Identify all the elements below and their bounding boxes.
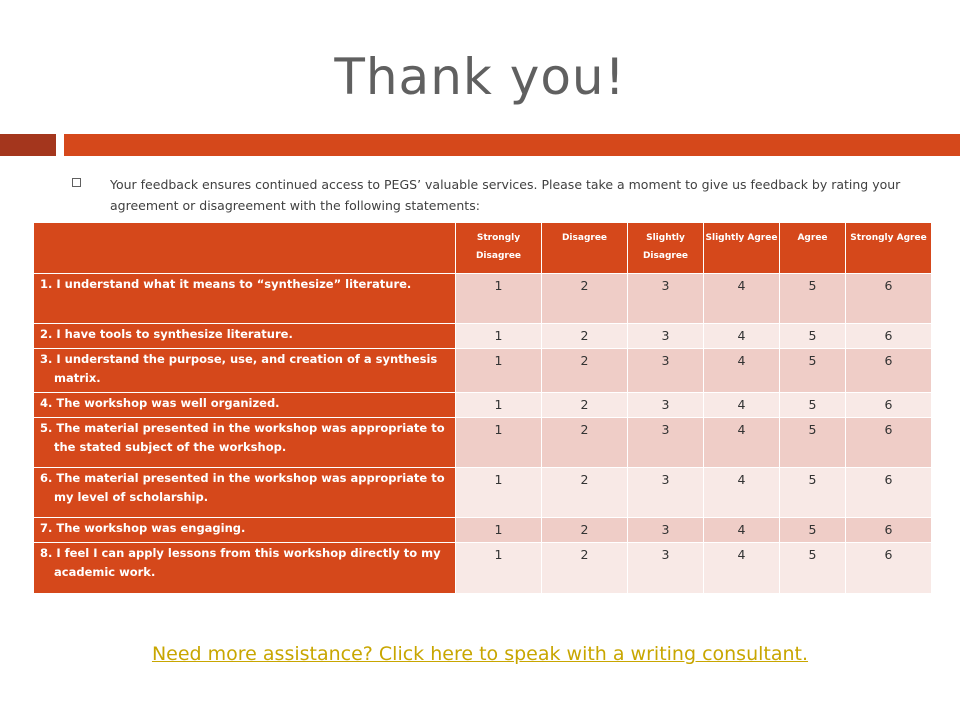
accent-bar [64, 134, 960, 156]
intro-paragraph [72, 174, 912, 216]
rating-cell[interactable]: 6 [846, 518, 932, 543]
rating-cell[interactable]: 1 [456, 518, 542, 543]
rating-cell[interactable]: 1 [456, 543, 542, 594]
statement-text: 2. I have tools to synthesize literature. [40, 327, 293, 341]
statement-text: 6. The material presented in the workshop was appropriate to my level of scholarship. [40, 471, 445, 504]
statement-text: 5. The material presented in the workshop was appropriate to the stated subject of the workshop. [40, 421, 445, 454]
rating-cell[interactable]: 1 [456, 468, 542, 518]
rating-cell[interactable]: 1 [456, 418, 542, 468]
rating-cell[interactable]: 4 [704, 349, 780, 393]
rating-cell[interactable]: 1 [456, 393, 542, 418]
rating-cell[interactable]: 2 [542, 324, 628, 349]
slide-title: Thank you! [334, 48, 626, 106]
statement-cell [34, 393, 456, 418]
column-header [780, 223, 846, 274]
rating-cell[interactable]: 2 [542, 274, 628, 324]
statement-text: 3. I understand the purpose, use, and creation of a synthesis matrix. [40, 352, 438, 385]
statement-cell [34, 349, 456, 393]
table-row [34, 349, 932, 393]
rating-cell[interactable]: 3 [628, 324, 704, 349]
rating-cell[interactable]: 6 [846, 468, 932, 518]
rating-cell[interactable]: 4 [704, 274, 780, 324]
rating-cell[interactable]: 2 [542, 518, 628, 543]
rating-cell[interactable]: 5 [780, 418, 846, 468]
table-row [34, 274, 932, 324]
rating-cell[interactable]: 5 [780, 349, 846, 393]
table-row [34, 468, 932, 518]
column-header [704, 223, 780, 274]
column-header [628, 223, 704, 274]
rating-cell[interactable]: 5 [780, 274, 846, 324]
rating-cell[interactable]: 5 [780, 518, 846, 543]
rating-cell[interactable]: 5 [780, 543, 846, 594]
table-row [34, 324, 932, 349]
rating-cell[interactable]: 3 [628, 274, 704, 324]
column-header-label: Agree [797, 233, 828, 243]
rating-cell[interactable]: 4 [704, 393, 780, 418]
statement-cell [34, 418, 456, 468]
column-header-label: Slightly Disagree [642, 233, 689, 261]
rating-cell[interactable]: 6 [846, 349, 932, 393]
statement-cell [34, 518, 456, 543]
statement-cell [34, 543, 456, 594]
rating-cell[interactable]: 6 [846, 324, 932, 349]
column-header-label: Strongly Disagree [475, 233, 522, 261]
column-header-label: Disagree [561, 233, 608, 243]
square-bullet-icon [72, 178, 81, 187]
rating-cell[interactable]: 2 [542, 468, 628, 518]
rating-cell[interactable]: 2 [542, 393, 628, 418]
table-header-row [34, 223, 932, 274]
column-header [456, 223, 542, 274]
rating-cell[interactable]: 2 [542, 543, 628, 594]
rating-cell[interactable]: 6 [846, 543, 932, 594]
table-row [34, 393, 932, 418]
feedback-table [33, 222, 932, 594]
rating-cell[interactable]: 3 [628, 543, 704, 594]
column-header-label: Slightly Agree [705, 233, 778, 243]
table-row [34, 418, 932, 468]
rating-cell[interactable]: 4 [704, 468, 780, 518]
rating-cell[interactable]: 1 [456, 324, 542, 349]
column-header-label: Strongly Agree [850, 233, 927, 243]
rating-cell[interactable]: 2 [542, 418, 628, 468]
rating-cell[interactable]: 4 [704, 418, 780, 468]
rating-cell[interactable]: 3 [628, 418, 704, 468]
rating-cell[interactable]: 5 [780, 393, 846, 418]
statement-text: 4. The workshop was well organized. [40, 396, 280, 410]
intro-text: Your feedback ensures continued access to PEGS’ valuable services. Please take a moment to give us feedback by rating your agreement or disagreement with the following statements: [110, 177, 901, 213]
statement-text: 1. I understand what it means to “synthesize” literature. [40, 277, 412, 291]
header-blank-cell [34, 223, 456, 274]
rating-cell[interactable]: 3 [628, 393, 704, 418]
rating-cell[interactable]: 5 [780, 468, 846, 518]
rating-cell[interactable]: 6 [846, 274, 932, 324]
rating-cell[interactable]: 3 [628, 349, 704, 393]
rating-cell[interactable]: 6 [846, 418, 932, 468]
accent-bar-dark [0, 134, 56, 156]
statement-text: 8. I feel I can apply lessons from this workshop directly to my academic work. [40, 546, 441, 579]
statement-text: 7. The workshop was engaging. [40, 521, 246, 535]
rating-cell[interactable]: 5 [780, 324, 846, 349]
consultant-link[interactable]: Need more assistance? Click here to speak with a writing consultant. [151, 643, 809, 665]
statement-cell [34, 468, 456, 518]
column-header [846, 223, 932, 274]
table-row [34, 518, 932, 543]
statement-cell [34, 324, 456, 349]
rating-cell[interactable]: 1 [456, 274, 542, 324]
column-header [542, 223, 628, 274]
rating-cell[interactable]: 4 [704, 324, 780, 349]
rating-cell[interactable]: 6 [846, 393, 932, 418]
rating-cell[interactable]: 4 [704, 543, 780, 594]
rating-cell[interactable]: 1 [456, 349, 542, 393]
statement-cell [34, 274, 456, 324]
rating-cell[interactable]: 4 [704, 518, 780, 543]
table-row [34, 543, 932, 594]
rating-cell[interactable]: 3 [628, 518, 704, 543]
rating-cell[interactable]: 3 [628, 468, 704, 518]
rating-cell[interactable]: 2 [542, 349, 628, 393]
